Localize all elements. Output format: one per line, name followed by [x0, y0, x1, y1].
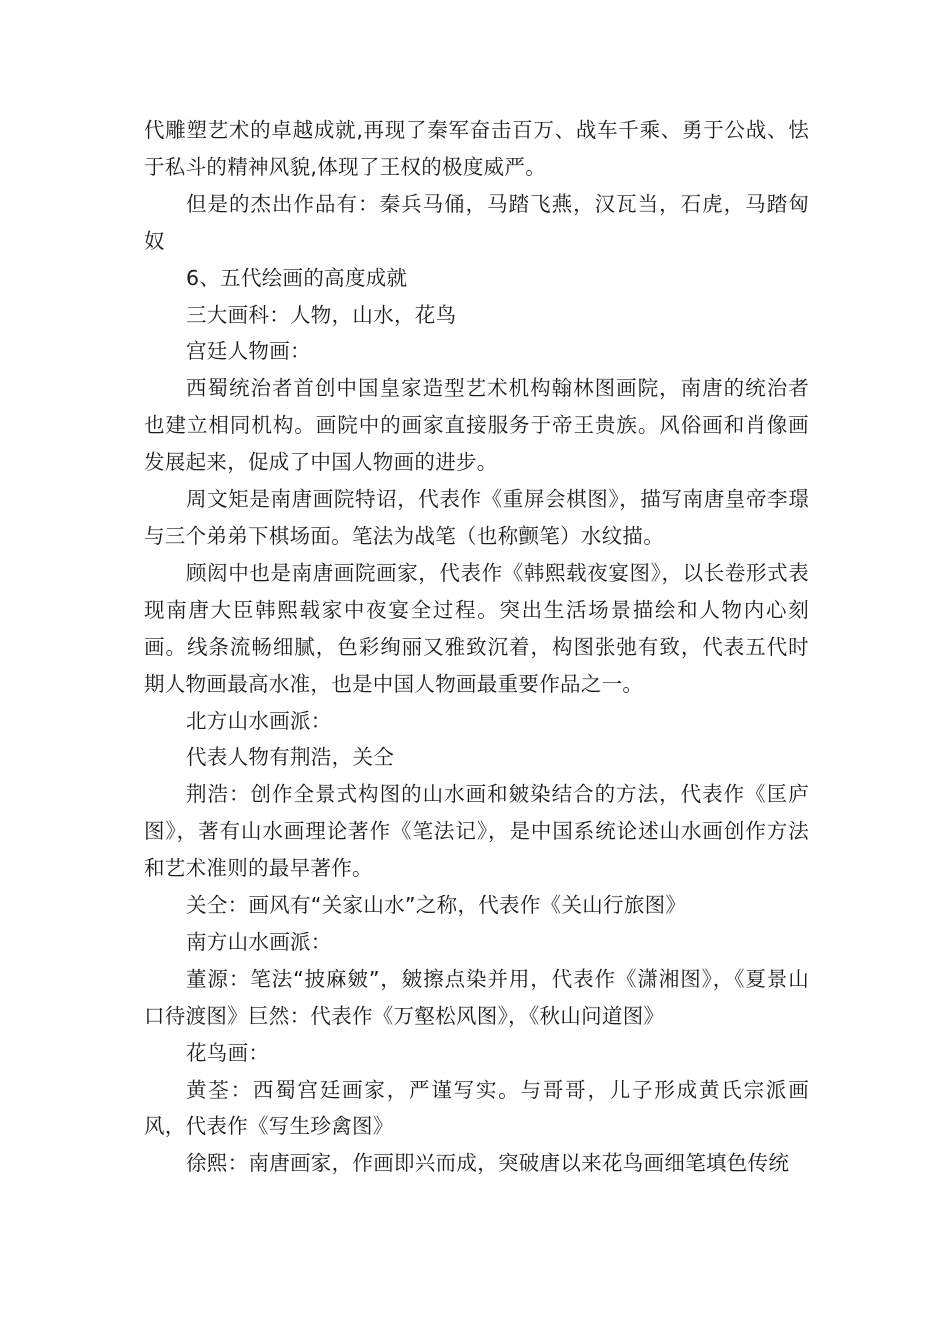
section-heading-five-dynasties: 6、五代绘画的高度成就	[186, 265, 408, 290]
subheading-northern-landscape: 北方山水画派：	[186, 708, 332, 733]
paragraph-northern-representatives: 代表人物有荆浩，关仝	[186, 745, 394, 770]
subheading-southern-landscape: 南方山水画派：	[186, 929, 332, 954]
subheading-bird-and-flower: 花鸟画：	[186, 1040, 270, 1065]
paragraph-xu-xi: 徐熙：南唐画家，作画即兴而成，突破唐以来花鸟画细笔填色传统	[186, 1151, 790, 1176]
paragraph-huang-quan: 黄荃：西蜀宫廷画家，严谨写实。与哥哥，儿子形成黄氏宗派画风，代表作《写生珍禽图》	[144, 1077, 809, 1139]
paragraph-painting-academy: 西蜀统治者首创中国皇家造型艺术机构翰林图画院，南唐的统治者也建立相同机构。画院中的画家直接服务于帝王贵族。风俗画和肖像画发展起来，促成了中国人物画的进步。	[144, 376, 809, 475]
paragraph-continuation: 代雕塑艺术的卓越成就,再现了秦军奋击百万、战车千乘、勇于公战、怯于私斗的精神风貌,体现了王权的极度威严。	[144, 118, 809, 179]
paragraph-zhou-wenju: 周文矩是南唐画院特诏，代表作《重屏会棋图》，描写南唐皇帝李璟与三个弟弟下棋场面。笔法为战笔（也称颤笔）水纹描。	[144, 487, 809, 548]
subheading-court-figure-painting: 宫廷人物画：	[186, 339, 311, 364]
document-body	[144, 112, 809, 1182]
paragraph-guan-tong: 关仝：画风有“关家山水”之称，代表作《关山行旅图》	[186, 893, 687, 918]
paragraph-masterpieces: 但是的杰出作品有：秦兵马俑，马踏飞燕，汉瓦当，石虎，马踏匈奴	[144, 191, 809, 253]
paragraph-gu-hongzhong: 顾闳中也是南唐画院画家，代表作《韩熙载夜宴图》，以长卷形式表现南唐大臣韩熙载家中夜宴全过程。突出生活场景描绘和人物内心刻画。线条流畅细腻，色彩绚丽又雅致沉着，构图张弛有致，代表五代时期人物画最高水准，也是中国人物画最重要作品之一。	[144, 560, 809, 696]
paragraph-dong-yuan: 董源：笔法“披麻皴”，皴擦点染并用，代表作《潇湘图》，《夏景山口待渡图》巨然：代表作《万壑松风图》，《秋山问道图》	[144, 966, 809, 1028]
paragraph-jing-hao: 荆浩：创作全景式构图的山水画和皴染结合的方法，代表作《匡庐图》，著有山水画理论著作《笔法记》，是中国系统论述山水画创作方法和艺术准则的最早著作。	[144, 782, 809, 881]
paragraph-three-categories: 三大画科：人物，山水，花鸟	[186, 302, 457, 327]
